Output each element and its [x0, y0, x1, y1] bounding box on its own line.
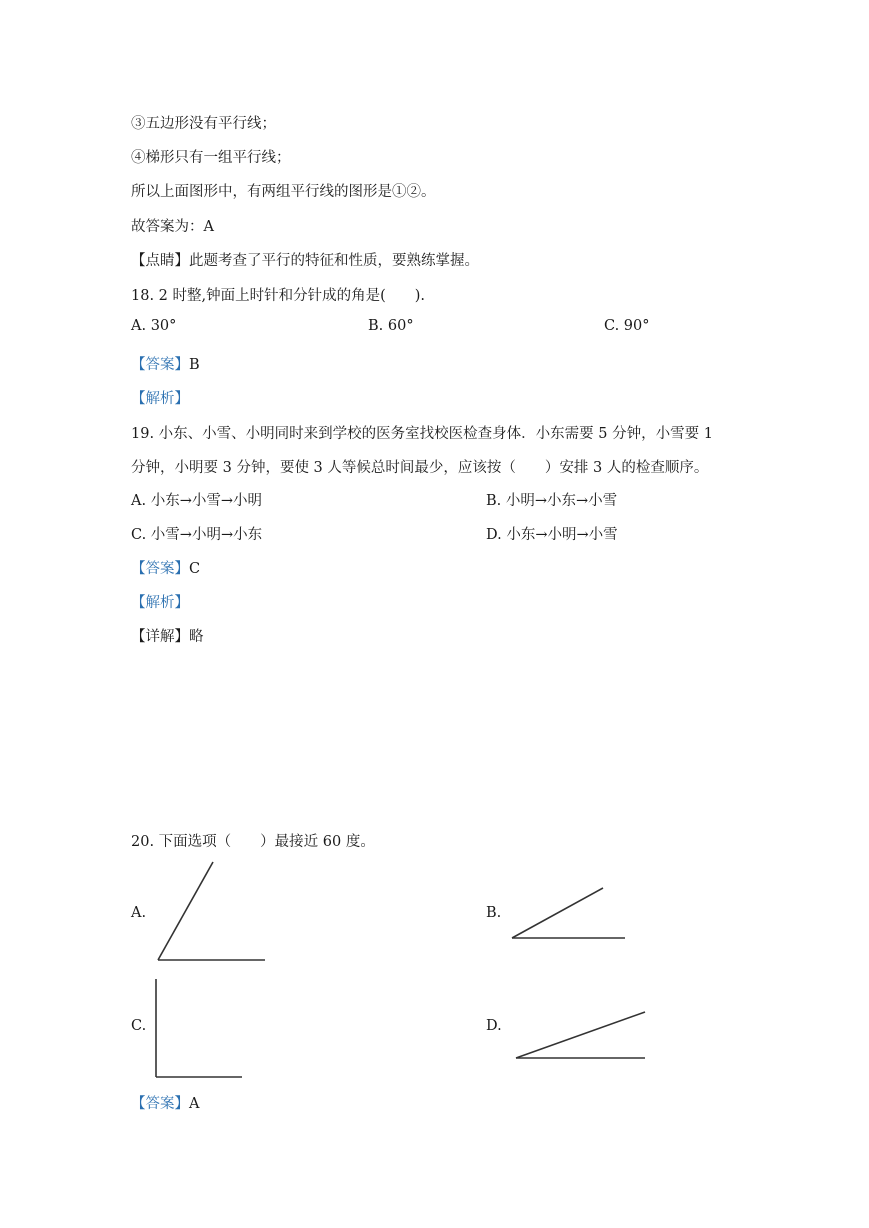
answer-tag: 【答案】 [131, 357, 189, 373]
question-19-answer [131, 557, 200, 578]
question-20-option-d-label: D. [486, 1018, 502, 1034]
option-b-angle-figure [508, 882, 630, 944]
question-18-option-a: A. 30° [131, 318, 177, 334]
question-19-option-c: C. 小雪→小明→小东 [131, 527, 263, 543]
question-19-option-a: A. 小东→小雪→小明 [131, 493, 262, 509]
detail-tag: 【详解】 [131, 629, 189, 645]
key-point-text: 此题考查了平行的特征和性质，要熟练掌握。 [189, 253, 479, 269]
question-18-analysis: 【解析】 [131, 391, 189, 407]
option-a-angle-figure [150, 858, 270, 966]
question-18-option-b: B. 60° [368, 318, 414, 334]
answer-tag: 【答案】 [131, 1096, 189, 1112]
answer-tag: 【答案】 [131, 561, 189, 577]
question-19-stem-line-2: 分钟，小明要 3 分钟，要使 3 人等候总时间最少，应该按（ ）安排 3 人的检查顺序。 [131, 460, 709, 476]
question-18-answer [131, 353, 200, 374]
option-c-angle-figure [150, 975, 247, 1083]
question-19-stem-line-1: 19. 小东、小雪、小明同时来到学校的医务室找校医检查身体．小东需要 5 分钟，小雪要 1 [131, 426, 713, 442]
question-19-option-d: D. 小东→小明→小雪 [486, 527, 618, 543]
question-19-option-b: B. 小明→小东→小雪 [486, 493, 618, 509]
question-18-option-c: C. 90° [604, 318, 650, 334]
question-20-option-c-label: C. [131, 1018, 147, 1034]
key-point-tag: 【点睛】 [131, 253, 189, 269]
question-20-option-b-label: B. [486, 905, 502, 921]
question-20-answer [131, 1092, 199, 1113]
question-18-stem: 18. 2 时整,钟面上时针和分针成的角是( ). [131, 288, 426, 304]
question-20-option-a-label: A. [131, 905, 147, 921]
answer-value: B [189, 357, 200, 373]
question-19-detail [131, 625, 204, 646]
option-d-angle-figure [510, 1006, 650, 1064]
explanation-line-4: ④梯形只有一组平行线； [131, 150, 291, 166]
answer-value: A [189, 1096, 200, 1112]
detail-text: 略 [189, 629, 204, 645]
key-point [131, 249, 479, 270]
question-20-stem: 20. 下面选项（ ）最接近 60 度。 [131, 834, 375, 850]
answer-statement: 故答案为：A [131, 219, 214, 235]
question-19-analysis: 【解析】 [131, 595, 189, 611]
answer-value: C [189, 561, 201, 577]
explanation-line-3: ③五边形没有平行线； [131, 116, 276, 132]
explanation-conclusion: 所以上面图形中，有两组平行线的图形是①②。 [131, 184, 436, 200]
